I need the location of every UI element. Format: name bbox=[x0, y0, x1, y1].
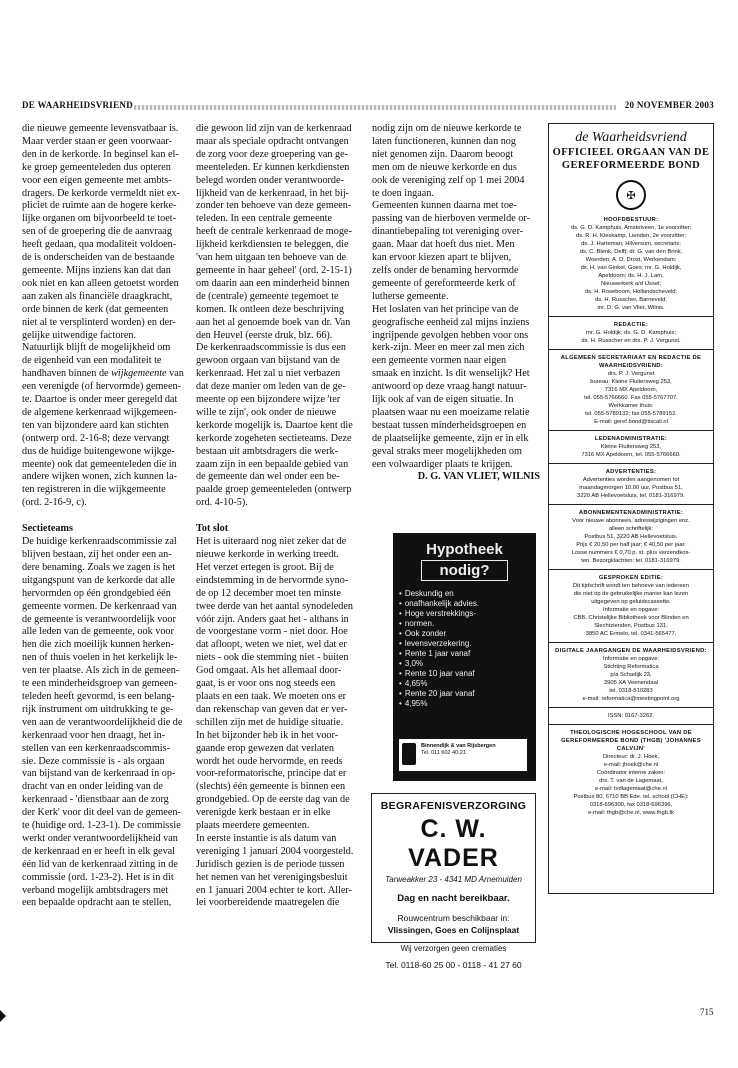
text-line: gemeente. Mijns inziens kan dat dan bbox=[22, 264, 171, 276]
corner-mark-icon bbox=[0, 1010, 6, 1022]
colophon-line: Postbus 80, 6710 BB Ede. tel. school (CHE): bbox=[573, 794, 689, 800]
text-line: alle leden van de gemeente, ook voor bbox=[22, 626, 174, 638]
ad-note: Wij verzorgen geen crematies bbox=[400, 944, 507, 953]
colophon-line: Informatie en opgave: bbox=[602, 656, 660, 662]
text-line: geografische eenheid zal mijns inziens bbox=[372, 316, 530, 328]
text-line: te. Daartoe is onder meer geregeld dat bbox=[22, 394, 178, 406]
hypotheek-advertisement bbox=[393, 533, 536, 781]
text-line: plaats en een taak. We moeten ons er bbox=[196, 690, 347, 702]
text-line: verband mogelijk ambtsdragers met bbox=[22, 884, 169, 896]
text-line: den in de kerkorde. In beginsel kan el- bbox=[22, 148, 179, 160]
text-line: gaan. Maar dat hoeft dus niet. Men bbox=[372, 239, 515, 251]
text-line: van bijstand van de kerkenraad in op- bbox=[22, 768, 176, 780]
text-line: de voorgestane vorm - niet door. Hoe bbox=[196, 626, 348, 638]
text-line: meenteleden. Er kunnen kerkdiensten bbox=[196, 161, 350, 173]
text-line: lei voorbereidende maatregelen die bbox=[196, 897, 340, 909]
text-line: kerk-zijn. Meer en meer zal men zich bbox=[372, 342, 525, 354]
colophon-line: e-mail: tvdlagemaat@che.nl bbox=[595, 786, 667, 792]
text-line: teleden. In een centrale gemeente bbox=[196, 213, 333, 225]
colophon-line: die niet op de gebruikelijke manier kan lezen bbox=[573, 591, 689, 597]
text-line: een verenigde (of hervormde) gemeen- bbox=[22, 381, 181, 393]
text-line: ten van bijzondere aard kan stichten bbox=[22, 419, 169, 431]
text-line: (ord. 2-16-9, c). bbox=[22, 497, 87, 509]
text-line: aan het al genoemde boek van dr. Van bbox=[196, 316, 351, 328]
text-line: kerkorde zogeheten sectieteams. Deze bbox=[196, 432, 352, 444]
text-line: verenigde kerk bestaan er in elke bbox=[196, 807, 331, 819]
text-line: (slechts) één gemeente is binnen een bbox=[196, 781, 346, 793]
colophon-line: maandagmorgen 10.00 uur, Postbus 51, bbox=[579, 485, 683, 491]
text-line: een volwaardiger plaats te krijgen. bbox=[372, 458, 513, 470]
text-line: de gemeente dan wel onder een be- bbox=[196, 471, 340, 483]
ad-feature-item: • Rente 1 jaar vanaf bbox=[399, 649, 536, 659]
colophon-block bbox=[549, 509, 713, 565]
text-line: pliciet de ruimte aan de hogere kerke- bbox=[22, 200, 177, 212]
text-line: de zorg voor deze groepering van ge- bbox=[196, 148, 348, 160]
text-line: aan zaken als financiële draagkracht, bbox=[22, 290, 173, 302]
text-line: Het verzet ertegen is groot. Bij de bbox=[196, 561, 334, 573]
ad-feature-item: • 4,65% bbox=[399, 679, 536, 689]
colophon-line: Apeldoorn; ds. H. J. Lam, bbox=[598, 273, 664, 279]
text-line: God omgaat. Als het allemaal door- bbox=[196, 665, 342, 677]
text-line: ook niet en kan alleen getoetst worden bbox=[22, 277, 179, 289]
text-line: gaande erop gewezen dat verlaten bbox=[196, 742, 335, 754]
text-line: de is onderscheiden van de bestaande bbox=[22, 252, 175, 264]
publication-name: DE WAARHEIDSVRIEND bbox=[22, 100, 134, 110]
colophon-heading: GESPROKEN EDITIE: bbox=[598, 575, 664, 581]
issue-date: 20 NOVEMBER 2003 bbox=[624, 100, 714, 110]
text-line: bestaan uit ambtsdragers die werk- bbox=[196, 445, 339, 457]
text-line: de algemene kerkenraad wijkgemeen- bbox=[22, 406, 177, 418]
text-line: 'van hem uitgaan ten behoeve van de bbox=[196, 252, 347, 264]
colophon-line: e-mail: jhoek@che.nl bbox=[603, 762, 659, 768]
ad-feature-item: • Ook zonder bbox=[399, 629, 536, 639]
text-line: nodig zijn om de nieuwe kerkorde te bbox=[372, 123, 522, 134]
text-line: kerkenraad - 'dienstbaar aan de zorg bbox=[22, 794, 169, 806]
colophon-line: 3905 XA Veenendaal bbox=[603, 680, 659, 686]
text-line: rijk instrument om uitdrukking te ge- bbox=[22, 703, 174, 715]
text-line: wordt het oude hervormde, en reeds bbox=[196, 755, 343, 767]
colophon-line: ten. Bezorgklachten: tel. 0181-316979. bbox=[581, 558, 681, 564]
ad-feature-item: • Hoge verstrekkings- bbox=[399, 609, 536, 619]
ad-category: BEGRAFENISVERZORGING bbox=[380, 800, 527, 812]
ad-feature-item: • 4,95% bbox=[399, 699, 536, 709]
colophon-heading: ADVERTENTIES: bbox=[605, 469, 657, 475]
text-line: plaats meerdere gemeenten. bbox=[196, 820, 310, 832]
text-line: De kerkenraadscommissie is dus een bbox=[196, 342, 346, 354]
text-line: dinantiebepaling tot vereniging over- bbox=[372, 226, 524, 238]
colophon-line: Woerden; A. D. Drost, Werkendam; bbox=[585, 257, 677, 263]
text-line: sie. Deze commissie is - als orgaan bbox=[22, 755, 165, 767]
colophon-heading: LEDENADMINISTRATIE: bbox=[594, 436, 668, 442]
author-signature: D. G. VAN VLIET, WILNIS bbox=[417, 471, 540, 483]
ad-feature-item: • Deskundig en bbox=[399, 589, 536, 599]
advertiser-logo bbox=[399, 739, 527, 771]
colophon-line: CBB, Christelijke Bibliotheek voor Blinden en bbox=[573, 615, 689, 621]
text-line: zelfs onder de benaming hervormde bbox=[372, 264, 519, 276]
colophon-heading: ABONNEMENTENADMINISTRATIE: bbox=[578, 510, 684, 516]
text-line: grondgebied. Op de eerste dag van de bbox=[196, 794, 350, 806]
colophon-line: uitgegeven op geluidscassette. bbox=[591, 599, 671, 605]
text-line: gemeente of gereformeerde kerk of bbox=[372, 277, 516, 289]
colophon-line: ds. H. Russcher en drs. P. J. Vergunst. bbox=[581, 338, 681, 344]
colophon-line: Directeur: dr. J. Hoek, bbox=[602, 754, 660, 760]
text-line: dus de huidige buitengewone wijkge- bbox=[22, 445, 175, 457]
article-column-1 bbox=[22, 123, 192, 910]
colophon-line: ds. G. D. Kamphuis, Amstelveen, 1e voorzitter; bbox=[570, 225, 692, 231]
text-line: om daarin aan een minderheid binnen bbox=[196, 277, 350, 289]
text-line: dat afloopt, weten we niet, wel dat er bbox=[196, 639, 347, 651]
colophon-line: tel. 055-5766660. Fax 055-5767707. bbox=[584, 395, 678, 401]
text-line: hervormden op één grondgebied één bbox=[22, 587, 171, 599]
text-line: lijkheid van de kerkenraad, in het bij- bbox=[196, 187, 350, 199]
text-line: eindstemming in de hervormde syno- bbox=[196, 574, 349, 586]
text-line: schillen zijn met de huidige situatie. bbox=[196, 716, 344, 728]
ad-feature-item: • onafhankelijk advies. bbox=[399, 599, 536, 609]
text-line: uitgangspunt van de kerkorde dat alle bbox=[22, 574, 176, 586]
text-line: voor-reformatorische, principe dat er bbox=[196, 768, 347, 780]
text-line: ven ter plaatse. Als zich in de gemeen- bbox=[22, 665, 180, 677]
text-line: vóór zijn. Anders gaat het - althans in bbox=[196, 613, 349, 625]
text-line: lutherse gemeente. bbox=[372, 290, 449, 302]
colophon-divider bbox=[549, 430, 713, 431]
colophon-line: drs. T. van de Lagemaat, bbox=[599, 778, 663, 784]
colophon-line: Voor nieuwe abonnees, adreswijzigingen enz. bbox=[572, 518, 690, 524]
ad-title: Hypotheek bbox=[426, 541, 503, 558]
colophon-divider bbox=[549, 707, 713, 708]
colophon-heading: DIGITALE JAARGANGEN DE WAARHEIDSVRIEND: bbox=[555, 648, 707, 654]
vader-advertisement bbox=[371, 793, 536, 970]
text-line: dere benaming. Zoals we zagen is het bbox=[22, 561, 176, 573]
colophon-line: 3850 AC Ermelo, tel. 0341-565477. bbox=[585, 631, 677, 637]
text-line: de gemeente is verantwoordelijk voor bbox=[22, 613, 176, 625]
text-line: commissie (ord. 1-23-2). Het is in dit bbox=[22, 871, 174, 883]
colophon-line: Losse nummers € 0,70 p. st. plus verzendkos- bbox=[571, 550, 691, 556]
text-line: die nieuwe gemeente levensvatbaar is. bbox=[22, 123, 179, 134]
colophon-block bbox=[549, 468, 713, 500]
text-line: In het bijzonder heb ik in het voor- bbox=[196, 729, 339, 741]
text-line: niet al te versplinterd worden) en der- bbox=[22, 316, 176, 328]
colophon-line: Stichting Reformatica bbox=[603, 664, 659, 670]
text-line: één lid van de kerkenraad zitting in de bbox=[22, 858, 178, 870]
text-line: lijk ook af van de eigen situatie. In bbox=[372, 394, 514, 406]
text-line: handhaven binnen de wijkgemeente van bbox=[22, 368, 184, 380]
colophon-heading: ALGEMEEN SECRETARIAAT EN REDACTIE DE WAARHEIDSVRIEND: bbox=[560, 355, 702, 369]
colophon-heading: THEOLOGISCHE HOGESCHOOL VAN DE GEREFORMEERDE BOND (THGB) 'JOHANNES CALVIJN' bbox=[561, 730, 701, 752]
text-line: en 1 januari 2004 echter te kort. Aller- bbox=[196, 884, 352, 896]
text-line: teleden heeft gevormd, is een belang- bbox=[22, 690, 175, 702]
text-line: In eerste instantie is als datum van bbox=[196, 832, 337, 844]
text-line: lijke organen om bijvoorbeeld te toet- bbox=[22, 213, 176, 225]
text-line: (ontwerp ord. 2-16-8; deze vervangt bbox=[22, 432, 170, 444]
header-band bbox=[134, 105, 616, 110]
section-heading: Tot slot bbox=[196, 523, 229, 535]
colophon-line: 7316 MX Apeldoorn, tel. 055-5766660. bbox=[581, 452, 681, 458]
colophon-line: Nieuwerkerk a/d IJssel; bbox=[601, 281, 661, 287]
colophon-line: Prijs € 20,50 per half jaar; € 40,50 per jaar. bbox=[576, 542, 686, 548]
text-line: gemeente vormen. De kerkenraad van bbox=[22, 600, 177, 612]
running-header bbox=[22, 100, 714, 114]
section-heading: Sectieteams bbox=[22, 523, 73, 535]
text-line: de op 12 december moet ten minste bbox=[196, 587, 341, 599]
colophon-divider bbox=[549, 504, 713, 505]
text-line: ook de vereniging zelf op 1 mei 2004 bbox=[372, 174, 525, 186]
text-line: sen of de groepering die de aanvraag bbox=[22, 226, 172, 238]
ad-feature-item: • 3,0% bbox=[399, 659, 536, 669]
colophon-brand: de Waarheidsvriend bbox=[575, 130, 687, 145]
colophon-block bbox=[549, 435, 713, 459]
text-line: kan ervoor kiezen apart te blijven, bbox=[372, 252, 512, 264]
text-line: stellen van een kerkenraadscommis- bbox=[22, 742, 170, 754]
text-line: zaam zijn in een bepaalde gebied van bbox=[196, 458, 349, 470]
colophon-line: ds. H. Russcher, Barneveld; bbox=[595, 297, 667, 303]
text-line: kerkenraad. Het zal u niet verbazen bbox=[196, 368, 341, 380]
colophon-line: 0318-696300, fax 0318-696396, bbox=[589, 802, 673, 808]
colophon-org-line-2: GEREFORMEERDE BOND bbox=[561, 160, 701, 171]
colophon-divider bbox=[549, 569, 713, 570]
colophon-line: ISSN: 0167-3262. bbox=[607, 713, 655, 719]
colophon-line: Postbus 51, 3220 AB Hellevoetsluis. bbox=[584, 534, 678, 540]
colophon-divider bbox=[549, 463, 713, 464]
text-line: men om de nieuwe kerkorde en dus bbox=[372, 161, 517, 173]
text-line: den Heuvel (eerste druk, blz. 66). bbox=[196, 329, 333, 341]
text-line: bestaat tussen minderheidsgroepen en bbox=[372, 419, 527, 431]
text-line: nen of thuis voelen in het kerkelijk le- bbox=[22, 652, 178, 664]
text-line: De huidige kerkenraadscommissie zal bbox=[22, 536, 177, 548]
text-line: gelijke uitwendige factoren. bbox=[22, 329, 136, 341]
colophon-line: Slechtzienden, Postbus 131, bbox=[594, 623, 668, 629]
colophon-line: ds. C. Blenk, Delft; dr. G. van den Brink, bbox=[579, 249, 683, 255]
text-line: geval straks meer mogelijkheden om bbox=[372, 445, 522, 457]
colophon-line: e-mail: reformatica@meetingpoint.org bbox=[582, 696, 680, 702]
text-line: te (huidige ord. 1-23-1). De commissie bbox=[22, 820, 181, 832]
text-line: wille te zijn', ook onder de nieuwe bbox=[196, 406, 337, 418]
colophon-block bbox=[549, 574, 713, 638]
text-line: passing van de hierboven vermelde or- bbox=[372, 213, 530, 225]
text-line: niets - ook die stemming niet - buiten bbox=[196, 652, 349, 664]
text-line: ord. 4-10-5). bbox=[196, 497, 248, 509]
colophon-line: Dit tijdschrift wordt ten behoeve van iedereen bbox=[572, 583, 689, 589]
text-line: der Kerk' voor dit deel van de gemeen- bbox=[22, 807, 181, 819]
text-line: ingrijpende gevolgen hebben voor ons bbox=[372, 329, 529, 341]
colophon-line: tel. 0318-510283 bbox=[609, 688, 653, 694]
text-line: Het loslaten van het principe van de bbox=[372, 303, 519, 315]
text-line: kerkenraad voor hen draagt, het in- bbox=[22, 729, 166, 741]
logo-phone: Tel. 011 602 40 21 bbox=[421, 750, 466, 756]
text-line: laten functioneren, kunnen dan nog bbox=[372, 135, 516, 147]
article-column-3 bbox=[372, 123, 540, 484]
colophon-org-line-1: OFFICIEEL ORGAAN VAN DE bbox=[552, 147, 710, 158]
text-line: gemeente in haar geheel' (ord. 2-15-1) bbox=[196, 264, 352, 276]
text-line: werkt onder verantwoordelijkheid van bbox=[22, 832, 178, 844]
text-line: dragers. De kerkorde vermeldt niet ex- bbox=[22, 187, 180, 199]
colophon-block bbox=[549, 729, 713, 817]
colophon-line: e-mail: thgb@che.nl, www.thgb.tk bbox=[587, 810, 675, 816]
colophon-divider bbox=[549, 642, 713, 643]
ad-availability: Dag en nacht bereikbaar. bbox=[397, 893, 510, 904]
text-line: Juridisch gezien is de periode tussen bbox=[196, 858, 345, 870]
text-line: meente) ook dat gemeenteleden die in bbox=[22, 458, 177, 470]
colophon-divider bbox=[549, 316, 713, 317]
colophon-block bbox=[549, 216, 713, 312]
text-line: ten registreren in die wijkgemeente bbox=[22, 484, 166, 496]
page-number: 715 bbox=[700, 1007, 714, 1017]
text-line: gewoon orgaan van bijstand van de bbox=[196, 355, 340, 367]
text-line: Natuurlijk blijft de mogelijkheid om bbox=[22, 342, 171, 354]
text-line: heeft gedaan, qua modaliteit voldoen- bbox=[22, 239, 177, 251]
text-line: Maar verder staan er geen voorwaar- bbox=[22, 135, 172, 147]
emblem-icon: ✠ bbox=[616, 180, 646, 210]
text-line: hen die zich moeilijk kunnen herken- bbox=[22, 639, 174, 651]
ad-locations-intro: Rouwcentrum beschikbaar in: bbox=[397, 913, 510, 923]
text-line: paalde groep gemeenteleden (ontwerp bbox=[196, 484, 352, 496]
colophon-line: bureau: Kleine Fluitersweg 253, bbox=[590, 379, 672, 385]
logo-mark-icon bbox=[402, 743, 416, 765]
text-line: ke groep gemeenteleden dus opteren bbox=[22, 161, 171, 173]
colophon-line: mr. G. Holdijk; ds. G. D. Kamphuis; bbox=[586, 330, 676, 336]
colophon-line: Coördinator interne zaken: bbox=[596, 770, 666, 776]
text-line: gaat, is er voor ons nog steeds een bbox=[196, 678, 336, 690]
colophon-box bbox=[548, 123, 714, 894]
text-line: andere wijken wonen, zich kunnen la- bbox=[22, 471, 178, 483]
text-line: dracht van en onder leiding van de bbox=[22, 781, 163, 793]
colophon-line: ds. H. van Ginkel, Goes; mr. G. Holdijk, bbox=[580, 265, 682, 271]
colophon-line: Kleine Fluitersweg 253, bbox=[600, 444, 662, 450]
ad-address: Tarweakker 23 - 4341 MD Arnemuiden bbox=[385, 875, 522, 884]
text-line: de kerkenraad en er heeft in elk geval bbox=[22, 845, 176, 857]
logo-name: Binnendijk & van Rijsbergen bbox=[421, 743, 496, 749]
text-line: heeft de centrale kerkenraad de moge- bbox=[196, 226, 352, 238]
colophon-line: drs. P. J. Vergunst bbox=[607, 371, 655, 377]
colophon-line: Advertenties worden aangenomen tot bbox=[582, 477, 680, 483]
colophon-heading: REDACTIE: bbox=[613, 322, 649, 328]
text-line: plaatsen waar nu een moeizame relatie bbox=[372, 406, 530, 418]
ad-company-name: C. W. VADER bbox=[408, 815, 499, 872]
ad-feature-item: • levensverzekering. bbox=[399, 639, 536, 649]
text-line: het nemen van het verenigingsbesluit bbox=[196, 871, 348, 883]
text-line: ven aan de verantwoordelijkheid die de bbox=[22, 716, 183, 728]
text-line: zonder ten behoeve van deze gemeen- bbox=[196, 200, 352, 212]
text-line: dat deze manier om leden van de ge- bbox=[196, 381, 346, 393]
ad-feature-item: • Rente 10 jaar vanaf bbox=[399, 669, 536, 679]
colophon-block bbox=[549, 321, 713, 345]
colophon-divider bbox=[549, 349, 713, 350]
text-line: belegd worden onder verantwoorde- bbox=[196, 174, 344, 186]
text-line: die gewoon lid zijn van de kerkenraad bbox=[196, 123, 352, 134]
colophon-block bbox=[549, 647, 713, 703]
text-line: een bepaalde opdracht aan te stellen, bbox=[22, 897, 172, 909]
text-line: te doen ingaan. bbox=[372, 187, 434, 199]
text-line: smaak en inzicht. Is dit wenselijk? Het bbox=[372, 368, 530, 380]
colophon-divider bbox=[549, 724, 713, 725]
text-line: vereniging 1 januari 2004 voorgesteld. bbox=[196, 845, 354, 857]
colophon-line: Informatie en opgave: bbox=[602, 607, 660, 613]
colophon-blocks bbox=[549, 216, 713, 817]
ad-subtitle: nodig? bbox=[421, 560, 508, 581]
text-line: de (centrale) gemeente tegemoet te bbox=[196, 290, 339, 302]
colophon-line: mr. D. G. van Vliet, Wilnis. bbox=[597, 305, 665, 311]
text-line: nieuwe kerkorde in werking treedt. bbox=[196, 549, 339, 560]
colophon-line: 3220 AB Hellevoetsluis, tel. 0181-316979. bbox=[577, 493, 685, 499]
colophon-line: Werkkamer thuis: bbox=[608, 403, 654, 409]
text-line: voor een eigen gemeente met ambts- bbox=[22, 174, 172, 186]
ad-feature-item: • Rente 20 jaar vanaf bbox=[399, 689, 536, 699]
text-line: twee derde van het aantal synodeleden bbox=[196, 600, 353, 612]
article-column-2 bbox=[196, 123, 366, 910]
colophon-line: 7316 MX Apeldoorn, bbox=[604, 387, 658, 393]
text-line: een gemeente vormen naar eigen bbox=[372, 355, 507, 367]
text-line: blijven bestaan, zij het onder een an- bbox=[22, 549, 172, 560]
text-line: Gemeenten kunnen daarna met toe- bbox=[372, 200, 517, 212]
text-line: te een minderheidsgroep van gemeen- bbox=[22, 678, 178, 690]
text-line: komen. Ik ontleen deze beschrijving bbox=[196, 303, 344, 315]
colophon-block bbox=[549, 354, 713, 426]
text-line: antwoord op deze vraag hangt natuur- bbox=[372, 381, 527, 393]
text-line: de eigenheid van een modaliteit te bbox=[22, 355, 162, 367]
colophon-line: ds. J. Harteman, Hilversum, secretaris; bbox=[581, 241, 681, 247]
ad-locations: Vlissingen, Goes en Colijnsplaat bbox=[387, 925, 520, 935]
colophon-line: E-mail: geref.bond@tiscali.nl bbox=[594, 419, 668, 425]
ad-phone: Tel. 0118-60 25 00 - 0118 - 41 27 60 bbox=[385, 960, 522, 970]
colophon-line: p/a Schadijk 23, bbox=[610, 672, 652, 678]
ad-feature-list bbox=[399, 589, 536, 709]
colophon-line: ds. R. H. Kieskamp, Lienden, 2e voorzitter; bbox=[575, 233, 687, 239]
text-line: niet genomen zijn. Daarom beoogt bbox=[372, 148, 514, 160]
colophon-heading: HOOFDBESTUUR: bbox=[603, 217, 659, 223]
text-line: lijkheid kerkdiensten te beleggen, die bbox=[196, 239, 349, 251]
colophon-line: ds. H. Roseboom, Hollandscheveld; bbox=[584, 289, 678, 295]
text-line: orde binnen de kerk (dat gemeenten bbox=[22, 303, 169, 315]
text-line: de plaatselijke gemeente, zijn er in elk bbox=[372, 432, 529, 444]
text-line: maar als speciale opdracht ontvangen bbox=[196, 135, 349, 147]
text-line: kerkorde mogelijk is. Daartoe kent die bbox=[196, 419, 353, 431]
ad-feature-item: • normen. bbox=[399, 619, 536, 629]
colophon-line: alleen schriftelijk: bbox=[608, 526, 654, 532]
colophon-line: tel. 055-5789132; fax 055-5789152. bbox=[585, 411, 677, 417]
text-line: dan rekenschap van geven dat er ver- bbox=[196, 703, 348, 715]
text-line: Het is uiteraard nog niet zeker dat de bbox=[196, 536, 347, 548]
colophon-block bbox=[549, 712, 713, 720]
text-line: meente op een bijzondere wijze 'ter bbox=[196, 394, 341, 406]
